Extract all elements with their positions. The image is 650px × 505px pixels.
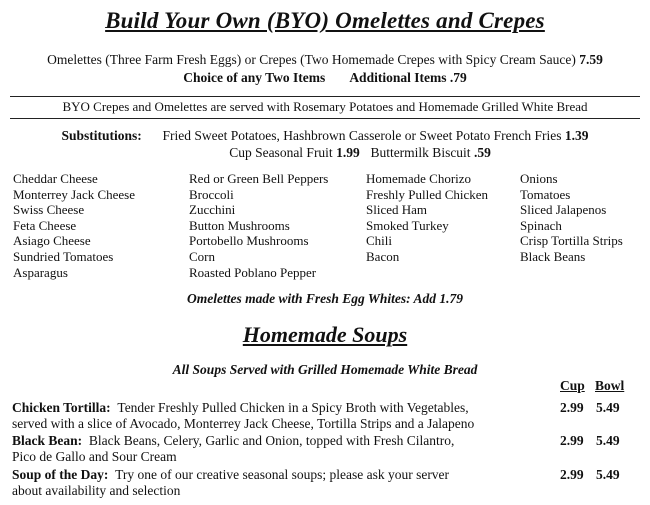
- ingredient-item: Sliced Ham: [366, 202, 428, 218]
- ingredient-item: Crisp Tortilla Strips: [520, 233, 623, 249]
- ingredient-item: Spinach: [520, 217, 562, 233]
- bottom-divider: [10, 118, 640, 119]
- ingredient-item: Chili: [366, 233, 393, 249]
- soup-desc-line2: Pico de Gallo and Sour Cream: [12, 449, 177, 464]
- soup-name: Soup of the Day:: [12, 467, 109, 482]
- byo-intro-price: 7.59: [579, 52, 603, 67]
- ingredient-item: Monterrey Jack Cheese: [13, 186, 136, 202]
- soup-bowl-price: 5.49: [596, 400, 620, 415]
- ingredient-column-1: [13, 171, 135, 280]
- ingredient-item: Smoked Turkey: [366, 217, 449, 233]
- soup-name: Chicken Tortilla:: [12, 400, 111, 415]
- ingredient-item: Roasted Poblano Pepper: [189, 264, 317, 280]
- substitutions-label: Substitutions:: [61, 128, 142, 143]
- ingredient-item: Cheddar Cheese: [13, 171, 98, 186]
- soup-cup-price: 2.99: [560, 400, 584, 415]
- biscuit-price: .59: [473, 145, 491, 160]
- soup-cup-price: 2.99: [560, 433, 584, 448]
- byo-additional-text: Additional Items .79: [349, 70, 467, 85]
- substitutions-price: 1.39: [564, 128, 589, 143]
- ingredient-item: Asparagus: [13, 264, 68, 280]
- byo-title: Build Your Own (BYO) Omelettes and Crepes: [105, 8, 545, 33]
- ingredient-item: Sliced Jalapenos: [520, 202, 607, 218]
- soup-item-black-bean: [12, 433, 542, 465]
- fruit-text: Cup Seasonal Fruit: [229, 145, 333, 160]
- substitutions-text: Fried Sweet Potatoes, Hashbrown Casserole or Sweet Potato French Fries: [162, 128, 562, 143]
- ingredient-item: Asiago Cheese: [13, 233, 91, 249]
- soup-bowl-price: 5.49: [596, 467, 620, 482]
- soup-desc-line1: Black Beans, Celery, Garlic and Onion, topped with Fresh Cilantro,: [88, 433, 455, 448]
- cup-header: Cup: [560, 378, 585, 393]
- ingredient-item: Broccoli: [189, 186, 234, 202]
- ingredient-column-3: [366, 171, 488, 265]
- soups-subtitle: All Soups Served with Grilled Homemade White Bread: [172, 362, 478, 377]
- top-divider: [10, 96, 640, 97]
- ingredient-item: Corn: [189, 248, 215, 264]
- ingredient-item: Button Mushrooms: [189, 217, 290, 233]
- ingredient-column-2: [189, 171, 328, 280]
- byo-choice-text: Choice of any Two Items: [183, 70, 326, 85]
- fruit-price: 1.99: [336, 145, 360, 160]
- ingredient-item: Feta Cheese: [13, 217, 77, 233]
- substitutions-line1: [0, 128, 650, 144]
- bowl-header: Bowl: [595, 378, 625, 393]
- soup-cup-price: 2.99: [560, 467, 584, 482]
- byo-served-with: BYO Crepes and Omelettes are served with Rosemary Potatoes and Homemade Grilled White Bread: [62, 99, 588, 114]
- soups-title: Homemade Soups: [242, 322, 408, 347]
- ingredient-item: Black Beans: [520, 248, 586, 264]
- soup-desc-line1: Tender Freshly Pulled Chicken in a Spicy Broth with Vegetables,: [117, 400, 469, 415]
- ingredient-item: Swiss Cheese: [13, 202, 85, 218]
- soup-desc-line1: Try one of our creative seasonal soups; please ask your server: [115, 467, 450, 482]
- soup-name: Black Bean:: [12, 433, 83, 448]
- substitutions-line2: [70, 145, 650, 161]
- ingredient-item: Red or Green Bell Peppers: [189, 171, 329, 186]
- ingredient-item: Onions: [520, 171, 558, 186]
- soup-item-soup-of-the-day: [12, 467, 542, 499]
- ingredient-column-4: [520, 171, 623, 265]
- ingredient-item: Zucchini: [189, 202, 236, 218]
- soup-desc-line2: served with a slice of Avocado, Monterrey Jack Cheese, Tortilla Strips and a Jalapeno: [12, 416, 475, 431]
- ingredient-item: Portobello Mushrooms: [189, 233, 309, 249]
- biscuit-text: Buttermilk Biscuit: [370, 145, 471, 160]
- byo-intro-text: Omelettes (Three Farm Fresh Eggs) or Crepes (Two Homemade Crepes with Spicy Cream Sauce): [47, 52, 576, 67]
- soup-bowl-price: 5.49: [596, 433, 620, 448]
- ingredient-item: Sundried Tomatoes: [13, 248, 114, 264]
- ingredient-item: Tomatoes: [520, 186, 571, 202]
- soup-desc-line2: about availability and selection: [12, 483, 181, 498]
- ingredient-item: Bacon: [366, 248, 400, 264]
- soup-item-chicken-tortilla: [12, 400, 542, 432]
- byo-choice: [0, 70, 650, 86]
- ingredient-item: Homemade Chorizo: [366, 171, 472, 186]
- egg-whites-note: Omelettes made with Fresh Egg Whites: Add 1.79: [186, 291, 464, 306]
- byo-intro: [0, 52, 650, 68]
- ingredient-item: Freshly Pulled Chicken: [366, 186, 489, 202]
